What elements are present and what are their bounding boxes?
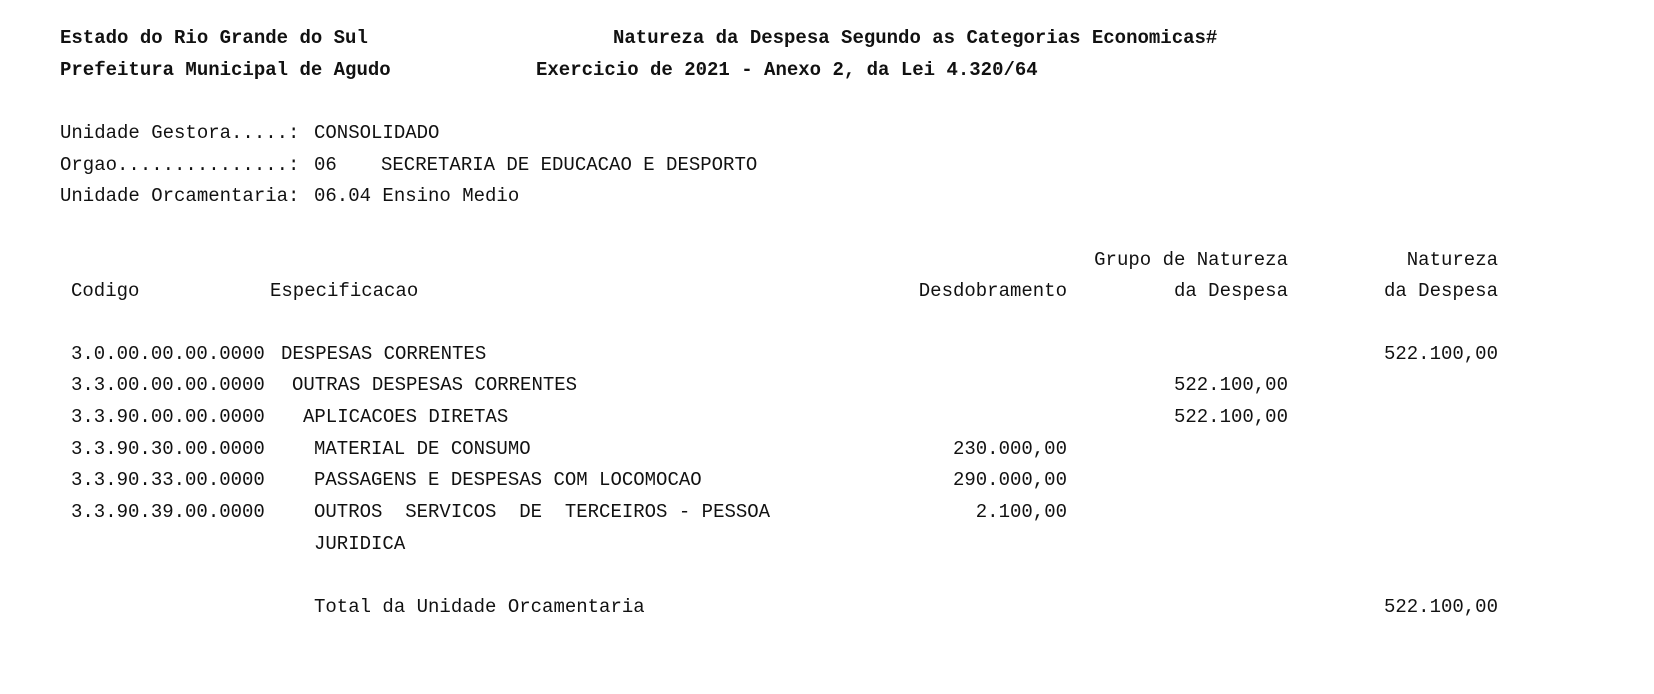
unidade-gestora-label: Unidade Gestora.....: bbox=[60, 122, 300, 144]
row-desdobramento-value: 290.000,00 bbox=[952, 469, 1067, 491]
unidade-orcamentaria-value: 06.04 Ensino Medio bbox=[314, 185, 520, 207]
exercise-title: Exercicio de 2021 - Anexo 2, da Lei 4.320/64 bbox=[536, 59, 1038, 81]
row-code: 3.0.00.00.00.0000 bbox=[71, 343, 265, 365]
column-header-grupo-line2: da Despesa bbox=[1173, 280, 1288, 302]
total-label: Total da Unidade Orcamentaria bbox=[314, 596, 645, 618]
column-header-desdobramento: Desdobramento bbox=[918, 280, 1067, 302]
row-desdobramento-value: 230.000,00 bbox=[952, 438, 1067, 460]
row-grupo-value: 522.100,00 bbox=[1173, 406, 1288, 428]
total-value: 522.100,00 bbox=[1383, 596, 1498, 618]
row-specification: DESPESAS CORRENTES bbox=[281, 343, 487, 365]
row-grupo-value: 522.100,00 bbox=[1173, 374, 1288, 396]
row-specification-continuation: JURIDICA bbox=[314, 533, 406, 555]
column-header-natureza-line1: Natureza bbox=[1406, 249, 1498, 271]
row-code: 3.3.90.33.00.0000 bbox=[71, 469, 265, 491]
row-code: 3.3.00.00.00.0000 bbox=[71, 374, 265, 396]
row-specification: APLICACOES DIRETAS bbox=[303, 406, 509, 428]
row-code: 3.3.90.30.00.0000 bbox=[71, 438, 265, 460]
row-code: 3.3.90.39.00.0000 bbox=[71, 501, 265, 523]
unidade-orcamentaria-label: Unidade Orcamentaria: bbox=[60, 185, 300, 207]
column-header-codigo: Codigo bbox=[71, 280, 140, 302]
orgao-code: 06 bbox=[314, 154, 337, 176]
row-desdobramento-value: 2.100,00 bbox=[975, 501, 1067, 523]
orgao-name: SECRETARIA DE EDUCACAO E DESPORTO bbox=[381, 154, 758, 176]
row-specification: OUTROS SERVICOS DE TERCEIROS - PESSOA bbox=[314, 501, 771, 523]
row-specification: PASSAGENS E DESPESAS COM LOCOMOCAO bbox=[314, 469, 702, 491]
column-header-grupo-line1: Grupo de Natureza bbox=[1094, 249, 1288, 271]
column-header-natureza-line2: da Despesa bbox=[1383, 280, 1498, 302]
row-specification: OUTRAS DESPESAS CORRENTES bbox=[292, 374, 578, 396]
column-header-especificacao: Especificacao bbox=[270, 280, 419, 302]
row-code: 3.3.90.00.00.0000 bbox=[71, 406, 265, 428]
state-name: Estado do Rio Grande do Sul bbox=[60, 27, 368, 49]
unidade-gestora-value: CONSOLIDADO bbox=[314, 122, 440, 144]
municipality-name: Prefeitura Municipal de Agudo bbox=[60, 59, 391, 81]
row-natureza-value: 522.100,00 bbox=[1383, 343, 1498, 365]
report-title: Natureza da Despesa Segundo as Categorias Economicas# bbox=[613, 27, 1218, 49]
row-specification: MATERIAL DE CONSUMO bbox=[314, 438, 531, 460]
orgao-label: Orgao...............: bbox=[60, 154, 300, 176]
